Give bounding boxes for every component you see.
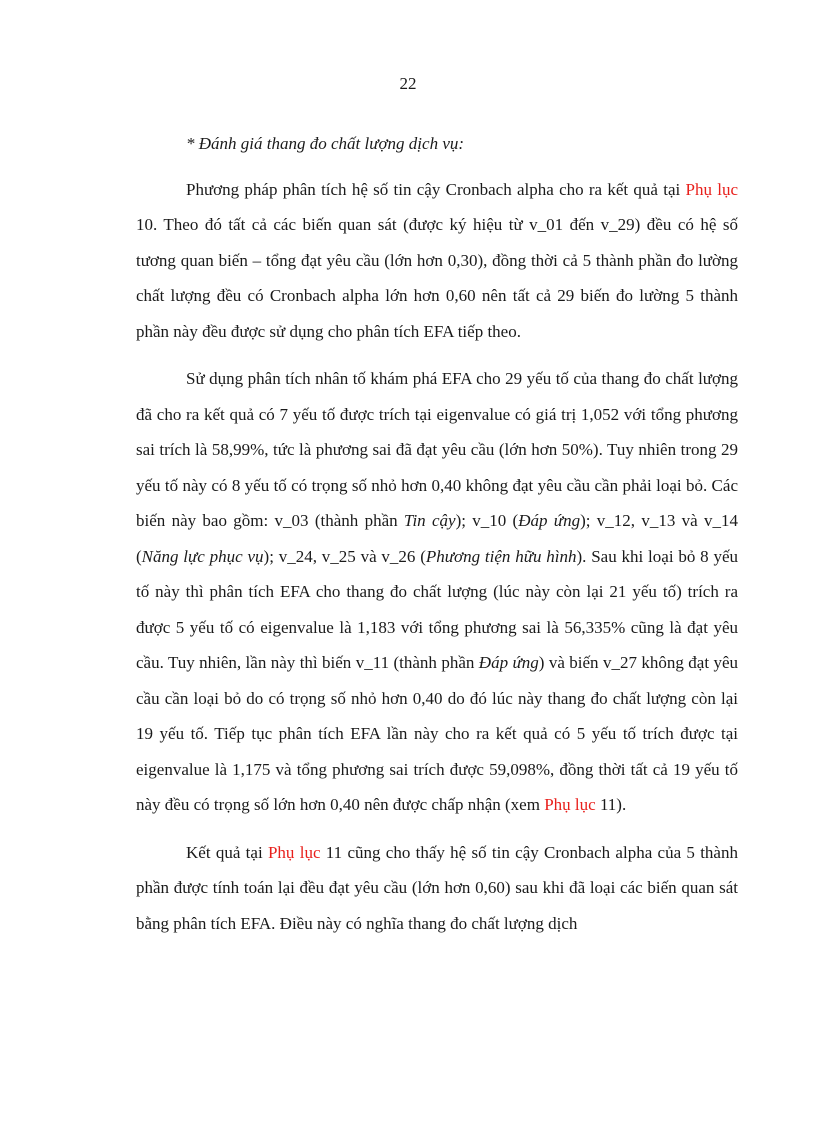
paragraph-text: Phương pháp phân tích hệ số tin cậy Cronbach alpha cho ra kết quả tại (186, 179, 686, 199)
paragraph-text: 10. Theo đó tất cả các biến quan sát (được ký hiệu từ v_01 đến v_29) đều có hệ số tương quan biến – tổng đạt yêu cầu (lớn hơn 0,30), đồng thời cả 5 thành phần đo lường chất lượng đều có Cronbach alpha lớn hơn 0,60 nên tất cả 29 biến đo lường 5 thành phần này đều được sử dụng cho phân tích EFA tiếp theo. (136, 215, 738, 341)
paragraph-text: ); v_10 ( (455, 511, 519, 530)
paragraph-efa (136, 361, 738, 823)
paragraph-text: 11). (595, 795, 627, 814)
paragraph-text: ). Sau khi loại bỏ 8 yếu tố này thì phân tích EFA cho thang đo chất lượng (lúc này còn lại 21 yếu tố) trích ra được 5 yếu tố có eigenvalue là 1,183 với tổng phương sai là 56,335% cũng là đạt yêu cầu. Tuy nhiên, lần này thì biến v_11 (thành phần (136, 546, 738, 672)
italic-term-phuong-tien-huu-hinh: Phương tiện hữu hình (425, 546, 577, 566)
paragraph-result (136, 835, 738, 942)
document-body (136, 126, 738, 941)
italic-term-nang-luc-phuc-vu: Năng lực phục vụ (141, 546, 264, 566)
italic-term-tin-cay: Tin cậy (403, 511, 456, 530)
paragraph-text: Kết quả tại (186, 842, 268, 862)
paragraph-text: ); v_12, v_13 và v_14 ( (136, 511, 738, 566)
paragraph-text: ); v_24, v_25 và v_26 ( (263, 546, 426, 566)
italic-term-dap-ung: Đáp ứng (518, 511, 581, 530)
page-number: 22 (399, 74, 417, 93)
appendix-10-link[interactable]: Phụ lục (685, 179, 738, 199)
appendix-11-link[interactable]: Phụ lục (544, 795, 596, 814)
appendix-11-link-2[interactable]: Phụ lục (267, 842, 321, 862)
section-heading: * Đánh giá thang đo chất lượng dịch vụ: (186, 134, 465, 153)
paragraph-text: 11 cũng cho thấy hệ số tin cậy Cronbach alpha của 5 thành phần được tính toán lại đều đạt yêu cầu (lớn hơn 0,60) sau khi đã loại các biến quan sát bằng phân tích EFA. Điều này có nghĩa thang đo chất lượng dịch (136, 842, 738, 933)
paragraph-text: ) và biến v_27 không đạt yêu cầu cần loại bỏ do có trọng số nhỏ hơn 0,40 do đó lúc này thang đo chất lượng còn lại 19 yếu tố. Tiếp tục phân tích EFA lần này cho ra kết quả có 5 yếu tố trích được tại eigenvalue là 1,175 và tổng phương sai trích được 59,098%, đồng thời tất cả 19 yếu tố này đều có trọng số lớn hơn 0,40 nên được chấp nhận (xem (136, 653, 738, 814)
paragraph-text: Sử dụng phân tích nhân tố khám phá EFA cho 29 yếu tố của thang đo chất lượng đã cho ra kết quả có 7 yếu tố được trích tại eigenvalue có giá trị 1,052 với tổng phương sai trích là 58,99%, tức là phương sai đã đạt yêu cầu (lớn hơn 50%). Tuy nhiên trong 29 yếu tố này có 8 yếu tố có trọng số nhỏ hơn 0,40 không đạt yêu cầu cần phải loại bỏ. Các biến này bao gồm: v_03 (thành phần (136, 369, 738, 530)
paragraph-cronbach (136, 172, 738, 350)
italic-term-dap-ung-2: Đáp ứng (478, 653, 539, 672)
